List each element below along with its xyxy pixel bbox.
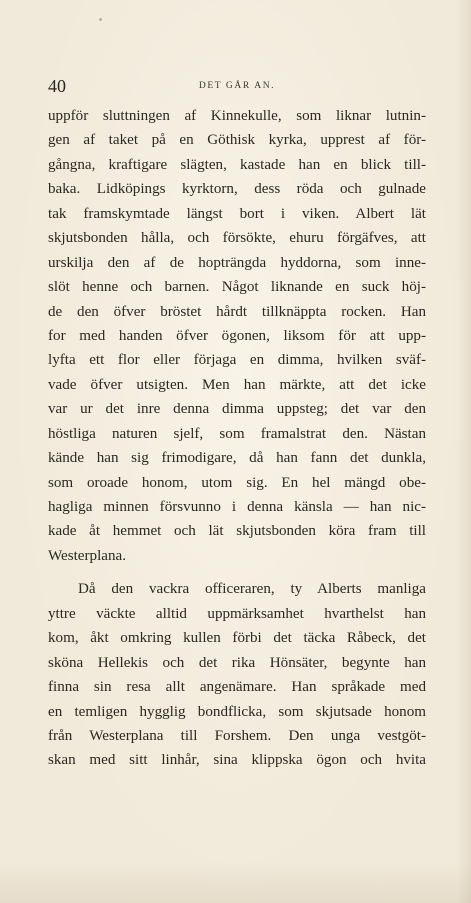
text-line: slöt henne och barnen. Något liknande en suck höj- bbox=[48, 279, 426, 296]
text-line: finna sin resa allt angenämare. Han språkade med bbox=[48, 679, 426, 696]
text-line: for med handen öfver ögonen, liksom för att upp- bbox=[48, 327, 426, 344]
text-line: en temligen hygglig bondflicka, som skjutsade honom bbox=[48, 703, 426, 720]
text-line: lyfta ett flor eller förjaga en dimma, hvilken sväf- bbox=[48, 352, 426, 369]
running-head bbox=[48, 76, 426, 98]
text-line: kände han sig frimodigare, då han fann det dunkla, bbox=[48, 450, 426, 467]
page-edge-shadow bbox=[457, 0, 471, 903]
text-line: gen af taket på en Göthisk kyrka, upprest af för- bbox=[48, 132, 426, 149]
text-line: sköna Hellekis och det rika Hönsäter, begynte han bbox=[48, 654, 426, 671]
text-line: kom, åkt omkring kullen förbi det täcka Råbeck, det bbox=[48, 630, 426, 647]
text-line: höstliga naturen sjelf, som framalstrat den. Nästan bbox=[48, 425, 426, 442]
text-line: gångna, kraftigare slägten, kastade han en blick till- bbox=[48, 156, 426, 173]
text-line: yttre väckte alltid uppmärksamhet hvarthelst han bbox=[48, 605, 426, 622]
text-line: skan med sitt linhår, sina klippska ögon och hvita bbox=[48, 752, 426, 769]
text-line: var ur det inre denna dimma uppsteg; det var den bbox=[48, 401, 426, 418]
text-line: hagliga minnen försvunno i denna känsla — han nic- bbox=[48, 499, 426, 515]
text-line: vade öfver utsigten. Men han märkte, att det icke bbox=[48, 376, 426, 393]
paper-speck bbox=[99, 18, 102, 21]
text-line: uppför sluttningen af Kinnekulle, som liknar lutnin- bbox=[48, 108, 426, 124]
text-line: skjutsbonden hålla, och försökte, ehuru förgäfves, att bbox=[48, 230, 426, 247]
body-text bbox=[48, 104, 426, 773]
running-title: DET GÅR AN. bbox=[198, 81, 276, 91]
text-line: urskilja den af de hopträngda hyddorna, som inne- bbox=[48, 254, 426, 271]
text-line: från Westerplana till Forshem. Den unga vestgöt- bbox=[48, 727, 426, 744]
text-line: som oroade honom, utom sig. En hel mängd obe- bbox=[48, 474, 426, 491]
text-line: Westerplana. bbox=[48, 547, 126, 564]
page-bottom-shadow bbox=[0, 863, 471, 903]
text-line: Då den vackra officeraren, ty Alberts manliga bbox=[78, 581, 426, 598]
text-line: kade åt hemmet och lät skjutsbonden köra fram till bbox=[48, 523, 426, 540]
text-line: tak framskymtade längst bort i viken. Albert lät bbox=[48, 205, 426, 222]
paragraph-gap bbox=[48, 568, 426, 577]
page-number: 40 bbox=[48, 76, 66, 96]
text-line: baka. Lidköpings kyrktorn, dess röda och gulnade bbox=[48, 181, 426, 198]
text-line: de den öfver bröstet hårdt tillknäppta rocken. Han bbox=[48, 303, 426, 320]
